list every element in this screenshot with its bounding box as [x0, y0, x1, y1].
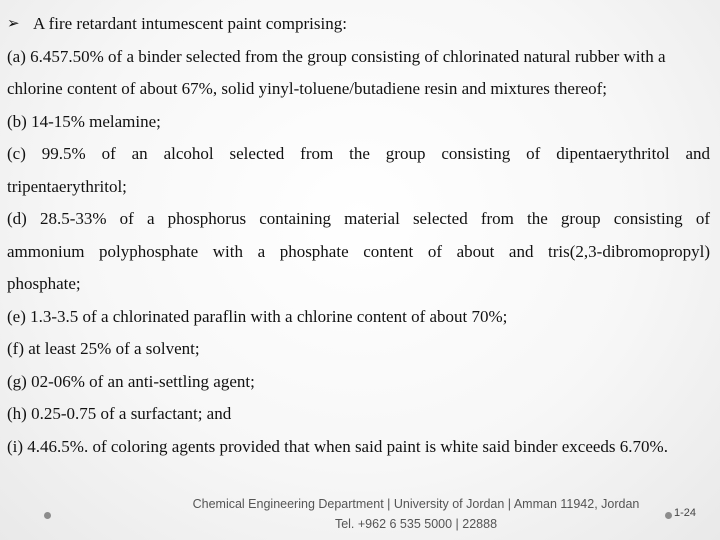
- item-c-line-1: (c) 99.5% of an alcohol selected from the group consisting of dipentaerythritol and: [7, 144, 710, 163]
- item-d-line-3: phosphate;: [7, 274, 81, 293]
- footer-line-1: Chemical Engineering Department | University of Jordan | Amman 11942, Jordan: [192, 497, 640, 511]
- item-b: (b) 14-15% melamine;: [7, 111, 161, 131]
- item-a-line-2: chlorine content of about 67%, solid yinyl-toluene/butadiene resin and mixtures thereof;: [7, 79, 608, 98]
- slide-number: 1-24: [674, 507, 697, 519]
- item-c-line-2: tripentaerythritol;: [7, 176, 127, 196]
- item-g: (g) 02-06% of an anti-settling agent;: [7, 371, 255, 391]
- footer-line-2: Tel. +962 6 535 5000 | 22888: [334, 517, 498, 531]
- heading-text: A fire retardant intumescent paint comprising:: [33, 14, 347, 33]
- footer-dot-left-icon: [44, 512, 51, 519]
- item-a-line-1: (a) 6.457.50% of a binder selected from the group consisting of chlorinated natural rubber with a: [7, 46, 666, 66]
- item-d-line-1: (d) 28.5-33% of a phosphorus containing material selected from the group consisting of: [7, 209, 710, 228]
- item-e: (e) 1.3-3.5 of a chlorinated paraflin with a chlorine content of about 70%;: [7, 306, 508, 326]
- footer-dot-right-icon: [665, 512, 672, 519]
- heading-line: [7, 8, 710, 41]
- arrow-bullet-icon: ➢: [7, 16, 20, 32]
- item-f: (f) at least 25% of a solvent;: [7, 339, 200, 358]
- item-i: (i) 4.46.5%. of coloring agents provided that when said paint is white said binder exceeds 6.70%.: [7, 436, 668, 456]
- slide-content: [7, 8, 710, 463]
- footer: [180, 494, 652, 534]
- item-d-line-2: ammonium polyphosphate with a phosphate content of about and tris(2,3-dibromopropyl): [7, 241, 710, 261]
- item-h: (h) 0.25-0.75 of a surfactant; and: [7, 404, 232, 423]
